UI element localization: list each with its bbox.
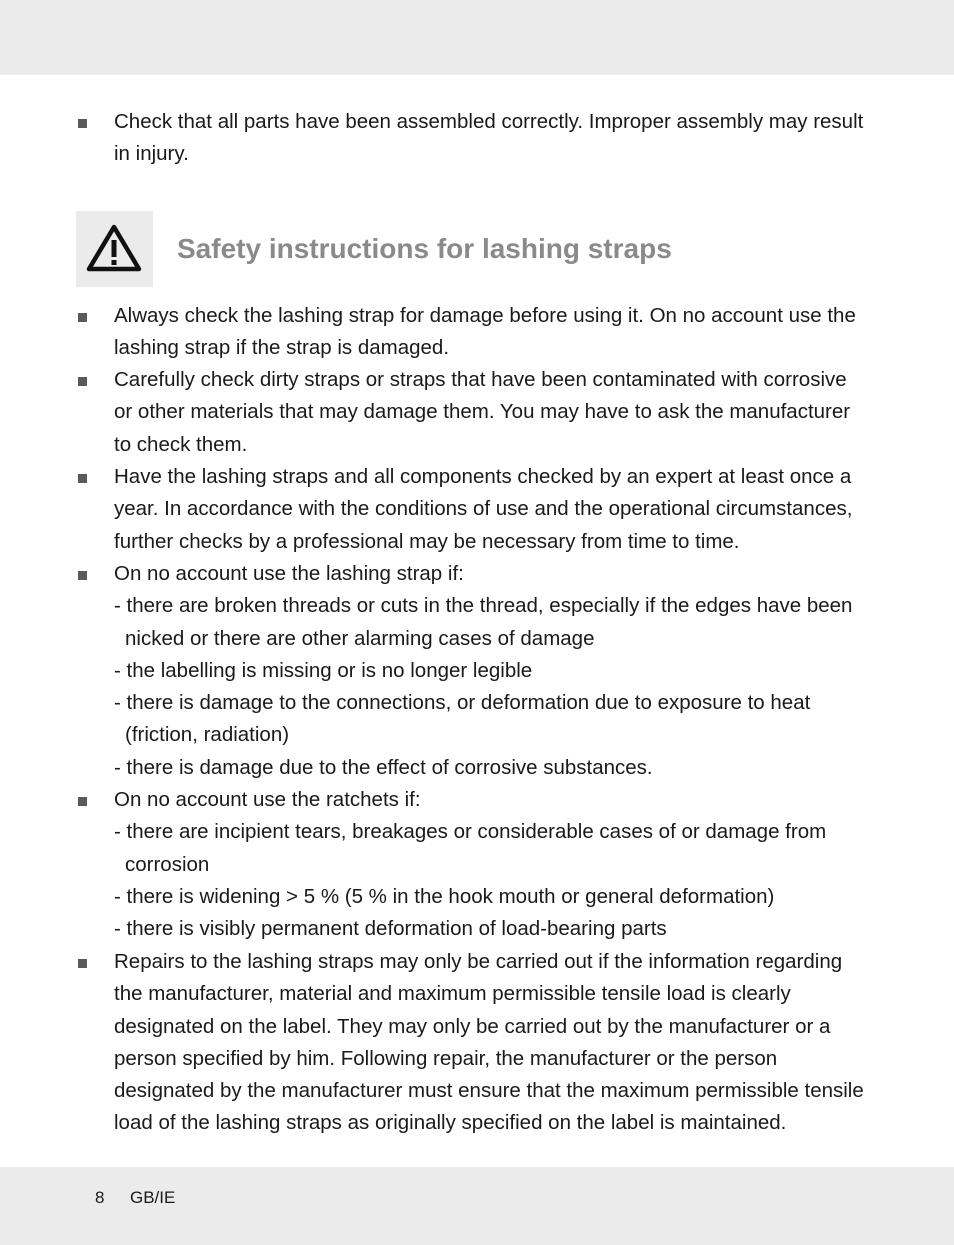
bullet-square-icon xyxy=(78,474,87,483)
list-item xyxy=(76,558,870,784)
language-code: GB/IE xyxy=(130,1188,176,1207)
bullet-square-icon xyxy=(78,119,87,128)
header-band xyxy=(0,0,954,75)
sub-item: - there is damage due to the effect of corrosive substances. xyxy=(114,755,653,779)
sub-item: - there are incipient tears, breakages or considerable cases of or damage from corrosion xyxy=(114,820,827,876)
bullet-square-icon xyxy=(78,377,87,386)
bullet-text: On no account use the ratchets if: xyxy=(114,788,421,811)
bullet-text: Always check the lashing strap for damage before using it. On no account use the lashing strap if the strap is damaged. xyxy=(114,304,856,360)
bullet-square-icon xyxy=(78,313,87,322)
warning-triangle-icon xyxy=(85,223,143,273)
bullet-text: On no account use the lashing strap if: xyxy=(114,562,464,585)
bullet-text: Carefully check dirty straps or straps that have been contaminated with corrosive or other materials that may damage them. You may have to ask the manufacturer to check them. xyxy=(114,368,851,456)
list-item xyxy=(76,461,870,558)
bullet-square-icon xyxy=(78,959,87,968)
intro-bullet xyxy=(76,106,870,171)
bullet-square-icon xyxy=(78,571,87,580)
sub-item: - there are broken threads or cuts in the thread, especially if the edges have been nicked or there are other alarming cases of damage xyxy=(114,594,853,650)
bullet-text: Check that all parts have been assembled correctly. Improper assembly may result in injury. xyxy=(114,110,864,166)
list-item xyxy=(76,300,870,365)
page-number: 8 xyxy=(95,1188,105,1207)
sub-item: - the labelling is missing or is no longer legible xyxy=(114,658,533,682)
list-item xyxy=(76,364,870,461)
sub-item: - there is damage to the connections, or deformation due to exposure to heat (friction, radiation) xyxy=(114,691,811,747)
bullet-text: Repairs to the lashing straps may only be carried out if the information regarding the manufacturer, material and maximum permissible tensile load is clearly designated on the label. They may only be carried out by the manufacturer or a person specified by him. Following repair, the manufacturer or the person designated by the manufacturer must ensure that the maximum permissible tensile load of the lashing straps as originally specified on the label is maintained. xyxy=(114,950,864,1135)
list-item xyxy=(76,946,870,1140)
list-item xyxy=(76,784,870,945)
bullet-square-icon xyxy=(78,797,87,806)
warning-icon-box xyxy=(76,211,153,287)
sub-item: - there is widening > 5 % (5 % in the hook mouth or general deformation) xyxy=(114,884,775,908)
bullet-text: Have the lashing straps and all components checked by an expert at least once a year. In accordance with the conditions of use and the operational circumstances, further checks by a professional may be necessary from time to time. xyxy=(114,465,853,553)
sub-item: - there is visibly permanent deformation of load-bearing parts xyxy=(114,917,667,941)
section-heading: Safety instructions for lashing straps xyxy=(177,233,672,264)
